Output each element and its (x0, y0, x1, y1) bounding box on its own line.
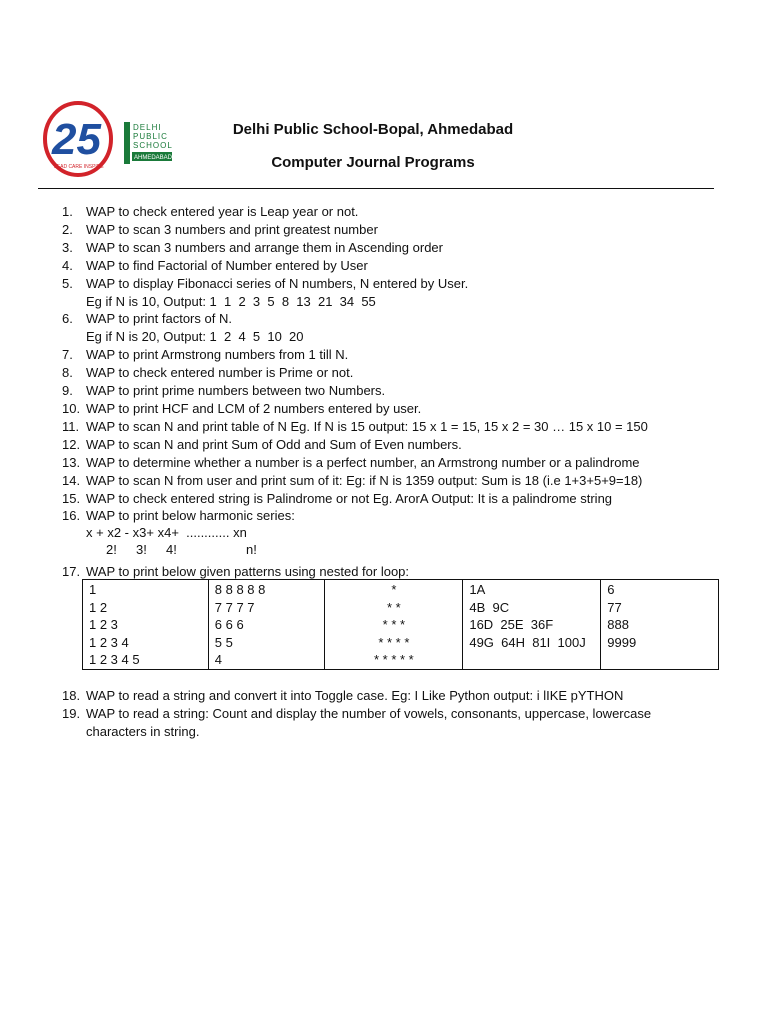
pattern-star-pyramid (325, 580, 463, 670)
school-name: Delhi Public School-Bopal, Ahmedabad (232, 121, 514, 138)
pattern-line: 8 8 8 8 8 (214, 582, 266, 597)
pattern-line: * * (387, 599, 401, 615)
item-number: 17. (62, 564, 81, 580)
pattern-line: 4 (214, 652, 222, 667)
item-number: 18. (62, 688, 81, 703)
item-text: WAP to read a string and convert it into Toggle case. Eg: I Like Python output: i lIKE pYTHON (86, 688, 624, 703)
list-item (62, 221, 712, 239)
list-item (62, 705, 712, 741)
formula-numerators (86, 525, 247, 540)
list-item (62, 310, 712, 346)
item-number: 8. (62, 365, 73, 381)
pattern-line: 77 (607, 599, 622, 615)
item-number: 9. (62, 383, 73, 399)
item-number: 4. (62, 257, 73, 273)
item-number: 5. (62, 275, 73, 291)
logo-badge-line-4: AHMEDABAD (134, 155, 173, 161)
logo-badge-line-2: PUBLIC (133, 132, 168, 141)
item-example: Eg if N is 10, Output: 1 1 2 3 5 8 13 21 34 55 (86, 293, 376, 309)
list-item (62, 436, 712, 454)
program-list-continued (62, 687, 712, 741)
list-item (62, 346, 712, 364)
item-text: WAP to scan 3 numbers and print greatest number (86, 221, 378, 237)
formula-denominator: 4! (166, 542, 177, 558)
item-text: WAP to scan N and print Sum of Odd and Sum of Even numbers. (86, 436, 462, 452)
item-number: 2. (62, 221, 73, 237)
pattern-number-triangle (83, 580, 209, 670)
formula-denominator: n! (246, 542, 257, 558)
header-divider (38, 188, 714, 189)
pattern-line: 7 7 7 7 (214, 599, 255, 615)
pattern-line: 1 2 3 4 (89, 634, 129, 650)
item-text: WAP to check entered number is Prime or not. (86, 365, 354, 381)
logo-badge-line-1: DELHI (133, 123, 162, 132)
item-text: WAP to print HCF and LCM of 2 numbers entered by user. (86, 400, 422, 416)
pattern-line: 1A (469, 582, 486, 597)
list-item (62, 364, 712, 382)
formula-term: - (121, 525, 133, 541)
item-text: WAP to read a string: Count and display the number of vowels, consonants, uppercase, lowercase characters in string. (86, 705, 652, 739)
pattern-line: 6 6 6 (214, 617, 244, 632)
item-number: 15. (62, 490, 81, 506)
pattern-line: * * * * * (374, 652, 414, 667)
school-logo (40, 96, 176, 182)
item-text: WAP to determine whether a number is a perfect number, an Armstrong number or a palindrome (86, 454, 640, 470)
program-list (62, 203, 712, 581)
list-item (62, 275, 712, 311)
formula-term: x3 (132, 525, 147, 541)
pattern-line: 1 2 3 4 5 (89, 652, 140, 667)
pattern-line: * * * * (378, 634, 410, 650)
formula-term: x2 (107, 525, 122, 541)
item-number: 12. (62, 436, 81, 452)
logo-number: 25 (52, 115, 101, 164)
item-number: 16. (62, 508, 81, 524)
item-number: 19. (62, 705, 81, 721)
pattern-line: 5 5 (214, 634, 233, 650)
list-item (62, 257, 712, 275)
table-row (83, 580, 719, 670)
item-text: WAP to display Fibonacci series of N numbers, N entered by User. (86, 275, 469, 291)
item-text: WAP to print Armstrong numbers from 1 till N. (86, 347, 349, 363)
pattern-line: 16D 25E 36F (469, 617, 554, 632)
item-number: 3. (62, 239, 73, 255)
item-number: 6. (62, 311, 73, 327)
formula-denominator: 2! (106, 542, 117, 558)
list-item (62, 400, 712, 418)
formula-term: x4 (157, 525, 172, 541)
pattern-square-letters (463, 580, 601, 670)
list-item (62, 687, 712, 705)
pattern-line: 888 (607, 617, 629, 632)
list-item (62, 507, 712, 525)
formula-term: xn (233, 525, 247, 541)
item-number: 14. (62, 472, 81, 488)
pattern-line: 1 2 (89, 599, 108, 615)
pattern-line: 4B 9C (469, 599, 510, 615)
list-item (62, 203, 712, 221)
pattern-line: 6 (607, 582, 615, 597)
item-text: WAP to print below harmonic series: (86, 508, 295, 524)
formula-term: x + (86, 525, 108, 541)
item-number: 1. (62, 204, 73, 219)
logo-tagline: LEAD CARE INSPIRE (54, 164, 104, 170)
item-text: WAP to scan 3 numbers and arrange them in Ascending order (86, 239, 443, 255)
pattern-line: 49G 64H 81I 100J (469, 634, 586, 650)
list-item (62, 472, 712, 490)
list-item (62, 454, 712, 472)
list-item (62, 418, 712, 436)
pattern-table (82, 579, 719, 670)
item-text: WAP to print factors of N. (86, 311, 232, 327)
pattern-repeated-digits (601, 580, 719, 670)
item-text: WAP to scan N and print table of N Eg. If N is 15 output: 15 x 1 = 15, 15 x 2 = 30 … 15 x 10 = 150 (86, 418, 648, 434)
pattern-line: 9999 (607, 634, 637, 650)
list-item (62, 490, 712, 508)
item-text: WAP to find Factorial of Number entered by User (86, 257, 368, 273)
item-number: 13. (62, 454, 81, 470)
pattern-line: 1 2 3 (89, 617, 118, 632)
formula-term: + ............ (171, 525, 234, 541)
formula-denominator: 3! (136, 542, 147, 558)
item-number: 11. (62, 418, 80, 434)
item-text: WAP to scan N from user and print sum of it: Eg: if N is 1359 output: Sum is 18 (i.e 1+3+5+9=18) (86, 472, 643, 488)
list-item (62, 382, 712, 400)
item-text: WAP to print below given patterns using nested for loop: (86, 564, 410, 580)
item-text: WAP to print prime numbers between two Numbers. (86, 383, 386, 399)
harmonic-formula (86, 525, 712, 563)
list-item (62, 239, 712, 257)
item-text: WAP to check entered year is Leap year or not. (86, 204, 359, 219)
formula-term: + (146, 525, 158, 541)
document-title: Computer Journal Programs (271, 154, 475, 171)
pattern-descending-numbers (208, 580, 325, 670)
logo-badge-line-3: SCHOOL (133, 141, 173, 150)
pattern-line: 1 (89, 582, 97, 597)
pattern-line: * (391, 582, 397, 597)
item-example: Eg if N is 20, Output: 1 2 4 5 10 20 (86, 329, 304, 345)
item-text: WAP to check entered string is Palindrome or not Eg. ArorA Output: It is a palindrome string (86, 490, 613, 506)
item-number: 7. (62, 347, 73, 363)
pattern-line: * * * (382, 617, 406, 632)
item-number: 10. (62, 400, 81, 416)
